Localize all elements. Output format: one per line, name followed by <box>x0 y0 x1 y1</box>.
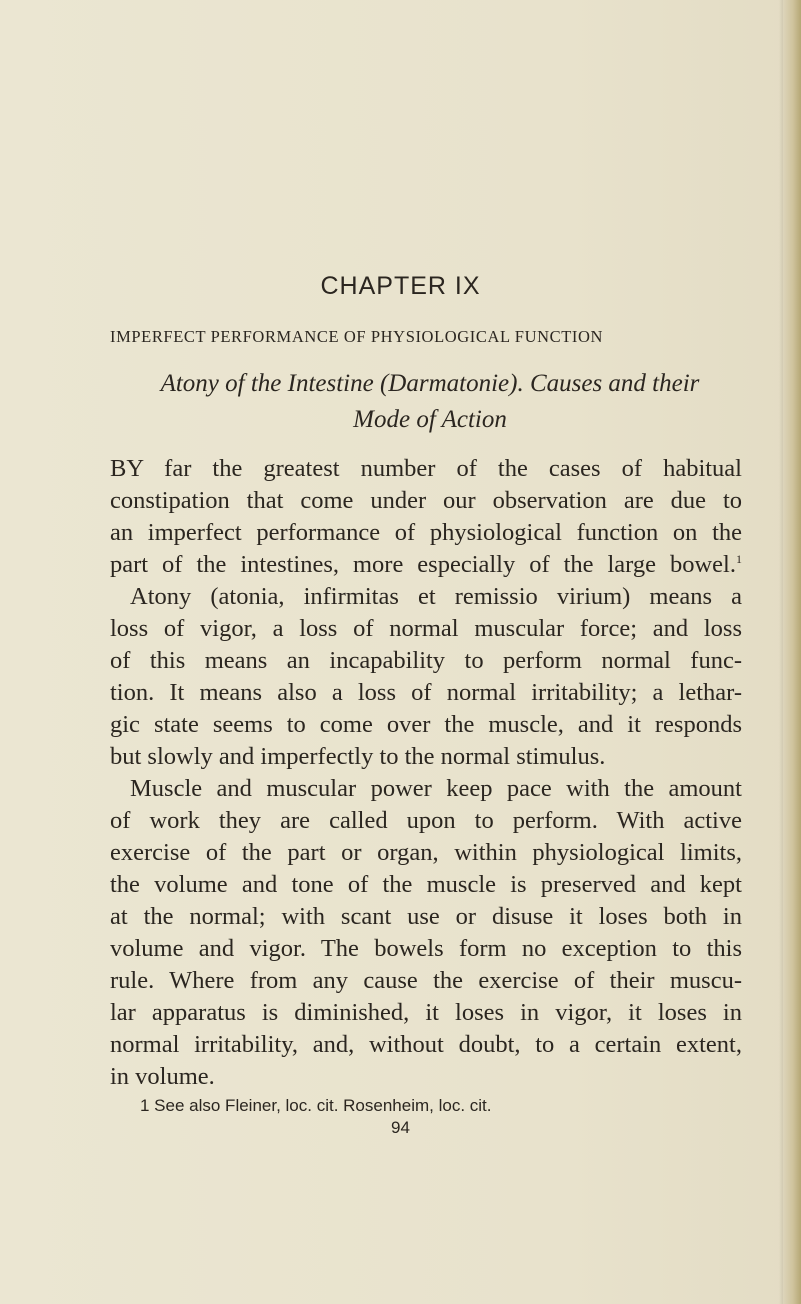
page-edge <box>783 0 801 1304</box>
body-line: gic state seems to come over the muscle, and it responds <box>110 711 742 738</box>
section-subtitle <box>110 366 750 438</box>
body-line: rule. Where from any cause the exercise of their muscu- <box>110 967 742 994</box>
footnote: 1 See also Fleiner, loc. cit. Rosenheim, loc. cit. <box>140 1096 492 1115</box>
body-line: loss of vigor, a loss of normal muscular force; and loss <box>110 615 742 642</box>
chapter-title: CHAPTER IX <box>320 272 481 300</box>
body-line: an imperfect performance of physiological function on the <box>110 519 742 546</box>
body-line: Atony (atonia, infirmitas et remissio virium) means a <box>130 583 742 610</box>
page-number: 94 <box>391 1118 410 1137</box>
body-line: the volume and tone of the muscle is preserved and kept <box>110 871 742 898</box>
body-line: lar apparatus is diminished, it loses in vigor, it loses in <box>110 999 742 1026</box>
body-line: volume and vigor. The bowels form no exception to this <box>110 935 742 962</box>
body-line: BY far the greatest number of the cases of habitual <box>110 455 742 482</box>
body-line: constipation that come under our observation are due to <box>110 487 742 514</box>
footnote-marker: 1 <box>736 551 742 566</box>
body-line: tion. It means also a loss of normal irritability; a lethar- <box>110 679 742 706</box>
body-line: in volume. <box>110 1063 215 1090</box>
body-line: exercise of the part or organ, within physiological limits, <box>110 839 742 866</box>
body-line <box>110 549 742 581</box>
body-line: Muscle and muscular power keep pace with the amount <box>130 775 742 802</box>
section-heading: IMPERFECT PERFORMANCE OF PHYSIOLOGICAL FUNCTION <box>110 327 604 346</box>
body-line: normal irritability, and, without doubt, to a certain extent, <box>110 1031 742 1058</box>
body-line: of this means an incapability to perform normal func- <box>110 647 742 674</box>
body-line: at the normal; with scant use or disuse it loses both in <box>110 903 742 930</box>
body-line-text: part of the intestines, more especially of the large bowel. <box>110 551 736 578</box>
body-line: of work they are called upon to perform. With active <box>110 807 742 834</box>
body-line: but slowly and imperfectly to the normal stimulus. <box>110 743 606 770</box>
subtitle-line-1: Atony of the Intestine (Darmatonie). Causes and their <box>160 370 700 397</box>
subtitle-line-2: Mode of Action <box>353 406 507 433</box>
